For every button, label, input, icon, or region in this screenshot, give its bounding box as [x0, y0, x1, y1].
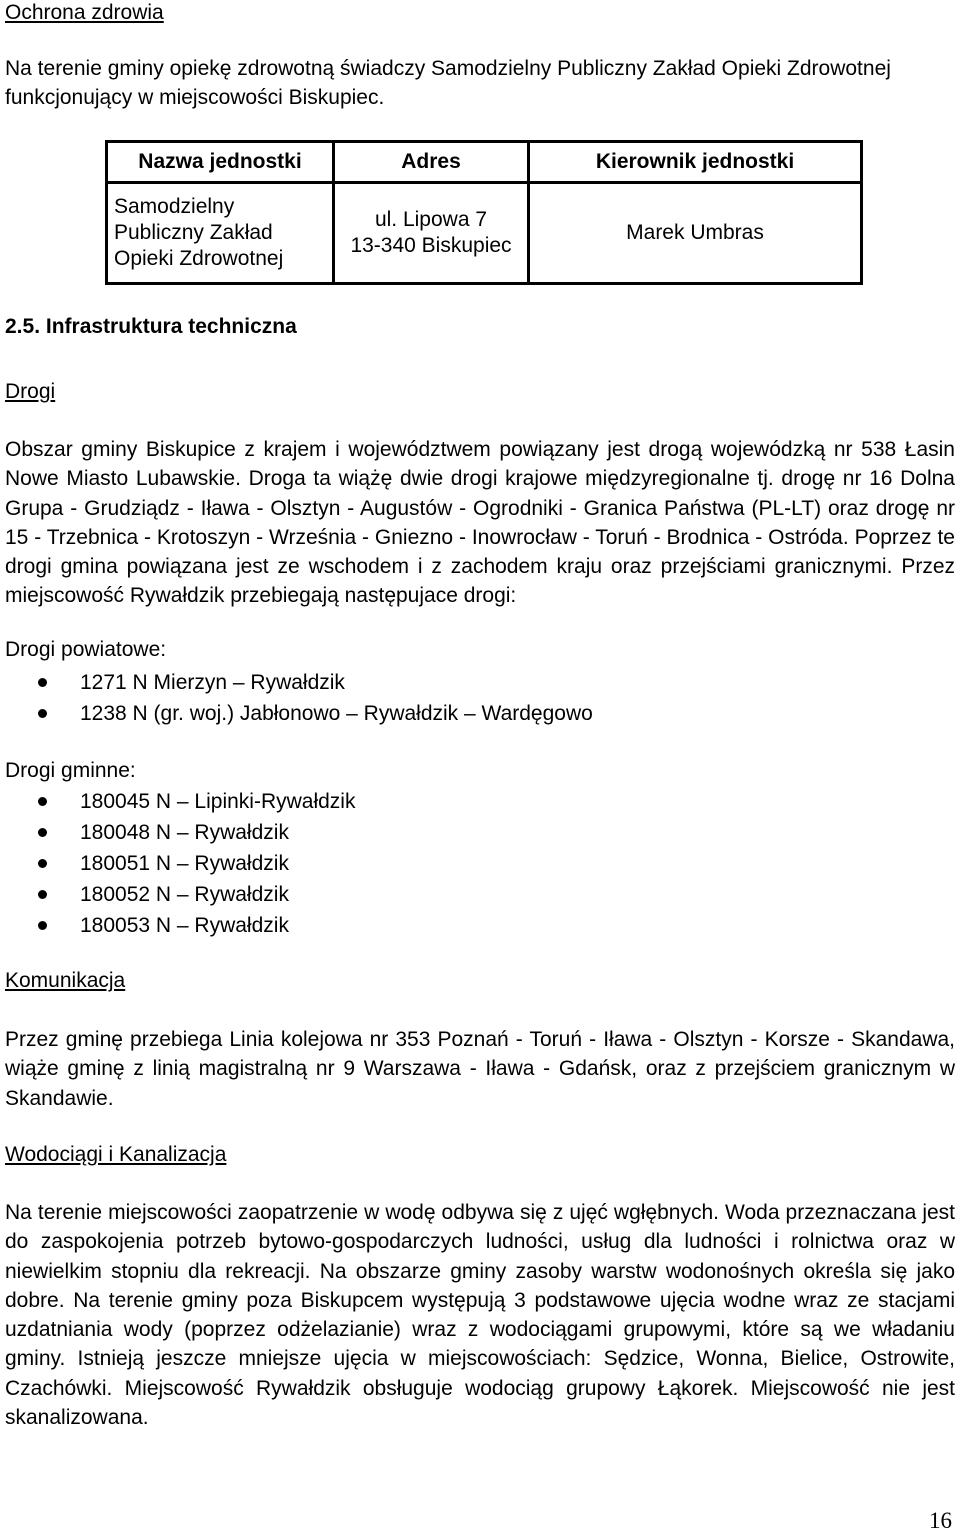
table-row — [107, 183, 862, 284]
cell-unit-name — [107, 183, 334, 284]
unit-name-line-1: Samodzielny — [114, 195, 235, 218]
municipal-roads-list — [38, 786, 355, 941]
list-item: 180045 N – Lipinki-Rywałdzik — [38, 786, 355, 817]
water-heading: Wodociągi i Kanalizacja — [5, 1143, 227, 1166]
header-unit-name: Nazwa jednostki — [107, 142, 334, 183]
list-item: 1271 N Mierzyn – Rywałdzik — [38, 667, 593, 698]
transport-paragraph — [5, 1025, 955, 1113]
address-line-2: 13-340 Biskupiec — [350, 234, 512, 257]
list-item: 180052 N – Rywałdzik — [38, 879, 355, 910]
roads-paragraph-text: Obszar gminy Biskupice z krajem i województwem powiązany jest drogą wojewódzką nr 538 Łasin Nowe Miasto Lubawskie. Droga ta wiążę dwie drogi krajowe międzyregionalne tj. drogę nr 16 Dolna Grupa - Grudziądz - Iława - Olsztyn - Augustów - Ogrodniki - Granica Państwa (PL-LT) oraz drogę nr 15 - Trzebnica - Krotoszyn - Września - Gniezno - Inowrocław - Toruń - Brodnica - Ostróda. Poprzez te drogi gmina powiązana jest ze wschodem i z zachodem kraju oraz przejściami granicznymi. Przez miejscowość Rywałdzik przebiegają następujace drogi: — [5, 438, 955, 608]
county-roads-label: Drogi powiatowe: — [5, 638, 167, 661]
list-item: 1238 N (gr. woj.) Jabłonowo – Rywałdzik – Wardęgowo — [38, 698, 593, 729]
list-item: 180048 N – Rywałdzik — [38, 817, 355, 848]
page-number: 16 — [929, 1508, 952, 1533]
unit-name-line-3: Opieki Zdrowotnej — [114, 247, 284, 270]
water-paragraph — [5, 1198, 955, 1432]
water-paragraph-text: Na terenie miejscowości zaopatrzenie w wodę odbywa się z ujęć wgłębnych. Woda przeznaczana jest do zaspokojenia potrzeb bytowo-gospodarczych ludności, usług dla ludności i rolnictwa oraz w niewielkim stopniu dla rekreacji. Na obszarze gminy zasoby warstw wodonośnych określa się jako dobre. Na terenie gminy poza Biskupcem występują 3 podstawowe ujęcia wodne wraz ze stacjami uzdatniania wody (poprzez odżelazianie) wraz z wodociągami grupowymi, które są we władaniu gminy. Istnieją jeszcze mniejsze ujęcia w miejscowościach: Sędzice, Wonna, Bielice, Ostrowite, Czachówki. Miejscowość Rywałdzik obsługuje wodociąg grupowy Łąkorek. Miejscowość nie jest skanalizowana. — [5, 1201, 955, 1430]
health-units-table — [105, 140, 863, 285]
cell-manager: Marek Umbras — [529, 183, 862, 284]
list-item: 180051 N – Rywałdzik — [38, 848, 355, 879]
cell-address — [334, 183, 529, 284]
health-intro-line-2: funkcjonujący w miejscowości Biskupiec. — [5, 86, 385, 109]
list-item: 180053 N – Rywałdzik — [38, 910, 355, 941]
health-intro-line-1: Na terenie gminy opiekę zdrowotną świadczy Samodzielny Publiczny Zakład Opieki Zdrowotnej — [5, 57, 891, 80]
county-roads-list — [38, 667, 593, 729]
municipal-roads-label: Drogi gminne: — [5, 759, 136, 782]
address-line-1: ul. Lipowa 7 — [374, 208, 488, 231]
transport-heading: Komunikacja — [5, 969, 126, 992]
section-title: 2.5. Infrastruktura techniczna — [5, 315, 297, 338]
unit-name-line-2: Publiczny Zakład — [114, 221, 273, 244]
transport-paragraph-text: Przez gminę przebiega Linia kolejowa nr 353 Poznań - Toruń - Iława - Olsztyn - Korsze - Skandawa, wiąże gminę z linią magistralną nr 9 Warszawa - Iława - Gdańsk, oraz z przejściem granicznym w Skandawie. — [5, 1028, 955, 1110]
roads-heading: Drogi — [5, 380, 56, 403]
roads-paragraph — [5, 435, 955, 611]
header-address: Adres — [334, 142, 529, 183]
table-header-row — [107, 142, 862, 183]
header-manager: Kierownik jednostki — [529, 142, 862, 183]
health-heading: Ochrona zdrowia — [5, 1, 164, 24]
